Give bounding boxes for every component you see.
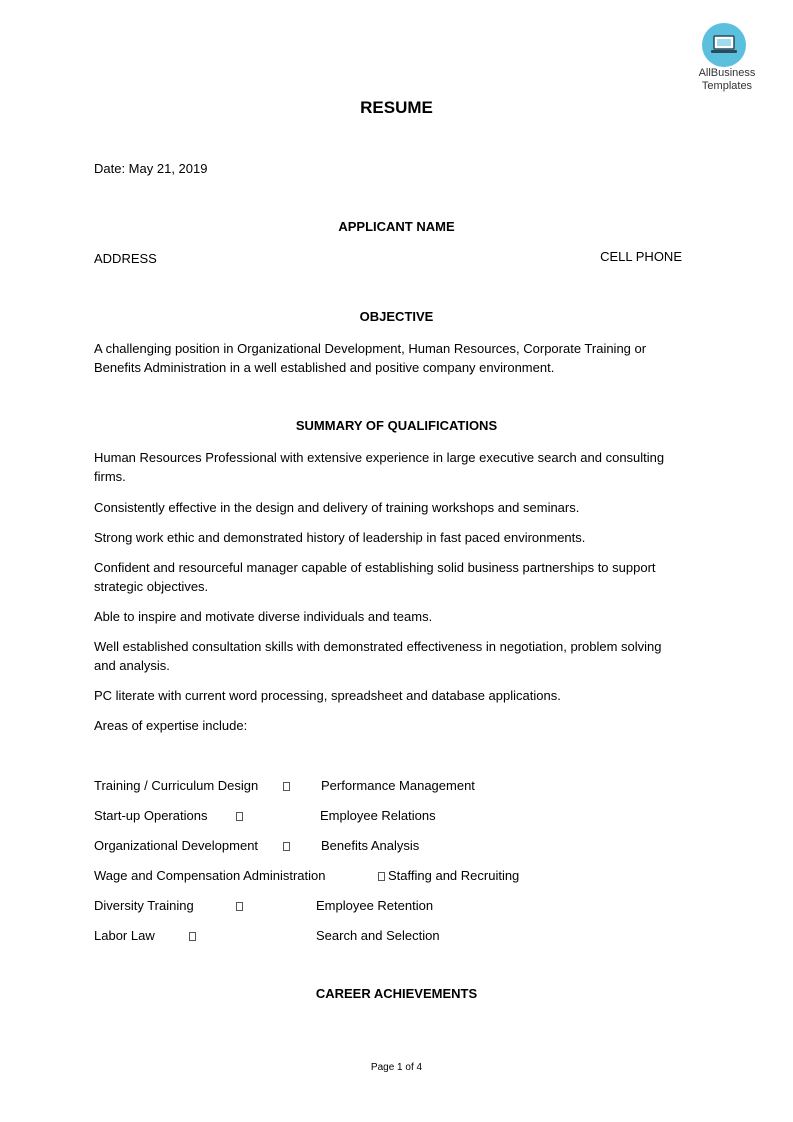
logo-laptop-icon xyxy=(702,23,746,67)
summary-item-2: Consistently effective in the design and delivery of training workshops and seminars. xyxy=(94,500,580,515)
expertise-left-6: Labor Law xyxy=(94,928,155,943)
expertise-right-3: Benefits Analysis xyxy=(321,838,420,853)
bullet-placeholder-icon xyxy=(236,812,243,821)
bullet-placeholder-icon xyxy=(283,782,290,791)
summary-item-7: PC literate with current word processing, spreadsheet and database applications. xyxy=(94,688,561,703)
expertise-left-4: Wage and Compensation Administration xyxy=(94,868,326,883)
date-line: Date: May 21, 2019 xyxy=(94,161,208,176)
objective-heading: OBJECTIVE xyxy=(359,309,434,324)
summary-item-4: Confident and resourceful manager capable of establishing solid business partnerships to support xyxy=(94,560,656,575)
expertise-right-4: Staffing and Recruiting xyxy=(388,868,520,883)
logo-text xyxy=(690,67,764,93)
page-footer: Page 1 of 4 xyxy=(370,1062,423,1073)
expertise-left-5: Diversity Training xyxy=(94,898,194,913)
bullet-placeholder-icon xyxy=(189,932,196,941)
expertise-left-2: Start-up Operations xyxy=(94,808,208,823)
logo-line-2: Templates xyxy=(701,80,753,92)
expertise-right-5: Employee Retention xyxy=(316,898,434,913)
logo-line-1: AllBusiness xyxy=(698,67,756,79)
bullet-placeholder-icon xyxy=(378,872,385,881)
summary-item-8: Areas of expertise include: xyxy=(94,718,248,733)
objective-line-2: Benefits Administration in a well established and positive company environment. xyxy=(94,360,555,375)
bullet-placeholder-icon xyxy=(283,842,290,851)
summary-item-5: Able to inspire and motivate diverse individuals and teams. xyxy=(94,609,433,624)
summary-item-6-cont: and analysis. xyxy=(94,658,170,673)
summary-item-4-cont: strategic objectives. xyxy=(94,579,209,594)
summary-item-3: Strong work ethic and demonstrated history of leadership in fast paced environments. xyxy=(94,530,586,545)
expertise-right-6: Search and Selection xyxy=(316,928,440,943)
summary-heading: SUMMARY OF QUALIFICATIONS xyxy=(295,418,498,433)
objective-line-1: A challenging position in Organizational Development, Human Resources, Corporate Training or xyxy=(94,341,647,356)
summary-item-1-cont: firms. xyxy=(94,469,126,484)
expertise-right-2: Employee Relations xyxy=(320,808,436,823)
summary-item-6: Well established consultation skills with demonstrated effectiveness in negotiation, problem solving xyxy=(94,639,662,654)
expertise-right-1: Performance Management xyxy=(321,778,475,793)
expertise-left-1: Training / Curriculum Design xyxy=(94,778,259,793)
applicant-name: APPLICANT NAME xyxy=(338,219,455,234)
summary-item-1: Human Resources Professional with extensive experience in large executive search and consulting xyxy=(94,450,665,465)
career-heading: CAREER ACHIEVEMENTS xyxy=(315,986,478,1001)
document-title: RESUME xyxy=(360,98,433,117)
expertise-left-3: Organizational Development xyxy=(94,838,259,853)
bullet-placeholder-icon xyxy=(236,902,243,911)
cell-phone: CELL PHONE xyxy=(600,249,682,264)
address: ADDRESS xyxy=(94,251,157,266)
